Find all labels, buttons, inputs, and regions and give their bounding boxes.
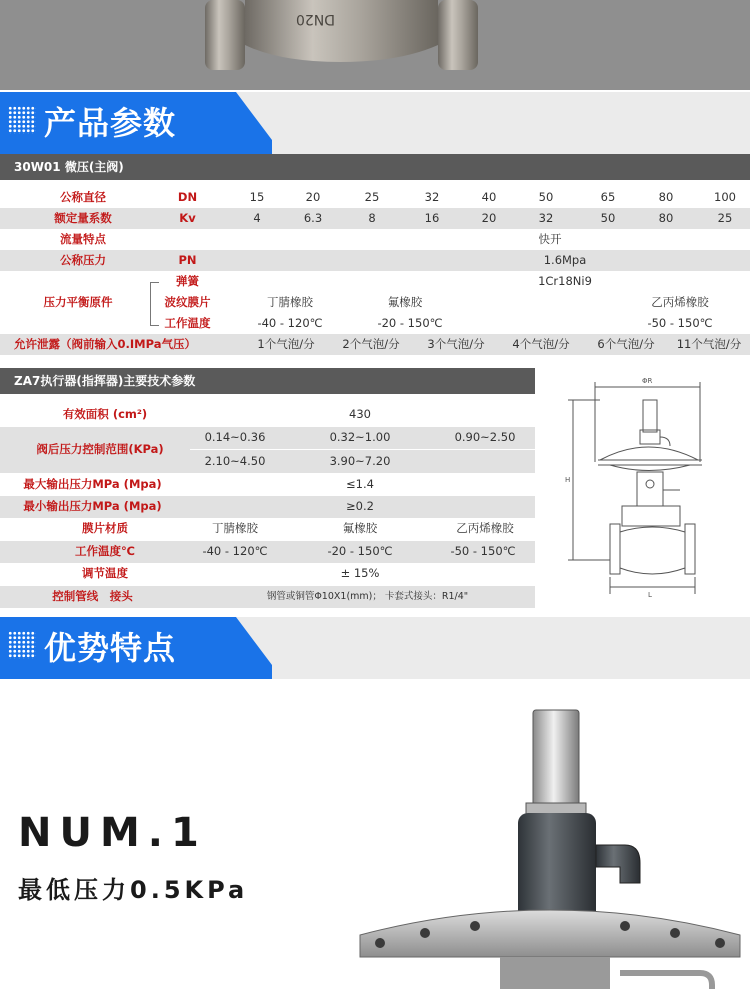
table-cell: 40 [481,190,497,204]
table-cell: 氟橡胶 [387,295,423,309]
table-cell: 16 [424,211,440,225]
row-label: 允许泄露（阀前输入0.IMPa气压） [14,337,196,351]
table-row [0,404,535,426]
grid-icon [8,631,36,659]
table-cell: 6.3 [303,211,323,225]
feature-title: NUM.1 [18,810,207,856]
table-cell: 6个气泡/分 [597,337,655,351]
sub-label: 波纹膜片 [164,295,211,309]
feature-subtitle: 最低压力0.5KPa [18,876,249,904]
table-cell: 25 [364,190,380,204]
table-cell: ≥0.2 [346,499,374,513]
table-cell: 430 [349,407,371,421]
table-row [0,427,535,473]
table-cell: 20 [305,190,321,204]
table-cell: 80 [658,211,674,225]
section-title-advantages: 优势特点 [44,629,177,667]
table-cell: 100 [714,190,736,204]
dimension-length-label: L [648,591,652,599]
table-cell: -50 - 150℃ [647,316,713,330]
dimension-diagram [540,372,740,622]
table-cell: 15 [249,190,265,204]
table-cell: 3.90~7.20 [329,454,391,468]
table-cell: 3个气泡/分 [427,337,485,351]
row-label: 阀后压力控制范围(KPa) [36,442,164,456]
table-row [0,208,750,229]
grid-icon [8,106,36,134]
row-label: 工作温度℃ [75,544,135,558]
table-cell: ± 15% [340,566,380,580]
row-label: 压力平衡原件 [43,295,113,309]
table-row [0,518,535,540]
table-row [0,563,535,585]
table-cell: 乙丙烯橡胶 [456,521,514,535]
table-cell: 1.6Mpa [543,253,587,267]
table-cell: -40 - 120℃ [202,544,268,558]
table-cell: 钢管或铜管Φ10X1(mm)； 卡套式接头：R1/4" [266,591,469,602]
table-row [0,250,750,271]
section-banner-advantages [0,617,750,679]
table-cell: 11个气泡/分 [676,337,742,351]
table-row [0,229,750,250]
table-row [0,334,750,355]
table-row [0,187,750,208]
actuator-table-header: ZA7执行器(指挥器)主要技术参数 [0,368,535,394]
balance-group [0,271,750,334]
table-cell: 32 [424,190,440,204]
valve-body-photo [0,0,750,90]
table-cell: 25 [717,211,733,225]
table-cell: 丁腈橡胶 [212,521,258,535]
table-cell: 4个气泡/分 [512,337,570,351]
table-cell: 80 [658,190,674,204]
table-cell: 快开 [538,232,562,246]
row-label: 公称直径 [60,190,106,204]
valve-marking: DN20 [295,11,335,27]
table-cell: 丁腈橡胶 [267,295,313,309]
table-cell: 32 [538,211,554,225]
table-cell: 0.32~1.00 [329,430,391,444]
table-cell: -40 - 120℃ [257,316,323,330]
table-cell: 2个气泡/分 [342,337,400,351]
row-label: 调节温度 [82,566,128,580]
table-row [0,586,535,608]
table-cell: 50 [538,190,554,204]
table-cell: 0.14~0.36 [204,430,266,444]
table-cell: 65 [600,190,616,204]
table-cell: 0.90~2.50 [454,430,516,444]
regulator-photo [350,705,750,989]
row-label: 额定量系数 [54,211,112,225]
row-label: 膜片材质 [82,521,128,535]
row-label: 流量特点 [60,232,106,246]
sub-label: 弹簧 [176,274,199,288]
row-param: PN [178,253,197,267]
table-cell: 20 [481,211,497,225]
table-cell: 乙丙烯橡胶 [651,295,709,309]
row-label: 最小输出压力MPa (Mpa) [23,499,162,513]
table-cell: 1Cr18Ni9 [538,274,592,288]
row-param: DN [177,190,198,204]
row-label: 有效面积 (cm²) [62,407,148,421]
table-cell: 1个气泡/分 [257,337,315,351]
row-param: Kv [179,211,196,225]
sub-label: 工作温度 [164,316,211,330]
table-cell: 50 [600,211,616,225]
valve-table-header: 30W01 微压(主阀) [0,154,750,180]
section-title-params: 产品参数 [44,104,177,142]
table-row [0,496,535,518]
table-cell: 氟橡胶 [342,521,378,535]
table-row [0,474,535,496]
table-cell: -20 - 150℃ [377,316,443,330]
table-cell: ≤1.4 [346,477,374,491]
row-label: 最大输出压力MPa (Mpa) [23,477,162,491]
dimension-width-label: ΦR [642,377,653,385]
table-cell: -50 - 150℃ [450,544,516,558]
table-cell: 4 [253,211,261,225]
dimension-height-label: H [565,476,571,484]
row-label: 公称压力 [60,253,106,267]
table-cell: -20 - 150℃ [327,544,393,558]
table-row [0,541,535,563]
table-cell: 2.10~4.50 [204,454,266,468]
section-banner-params [0,92,750,154]
table-cell: 8 [368,211,376,225]
row-label: 控制管线 接头 [52,589,133,603]
